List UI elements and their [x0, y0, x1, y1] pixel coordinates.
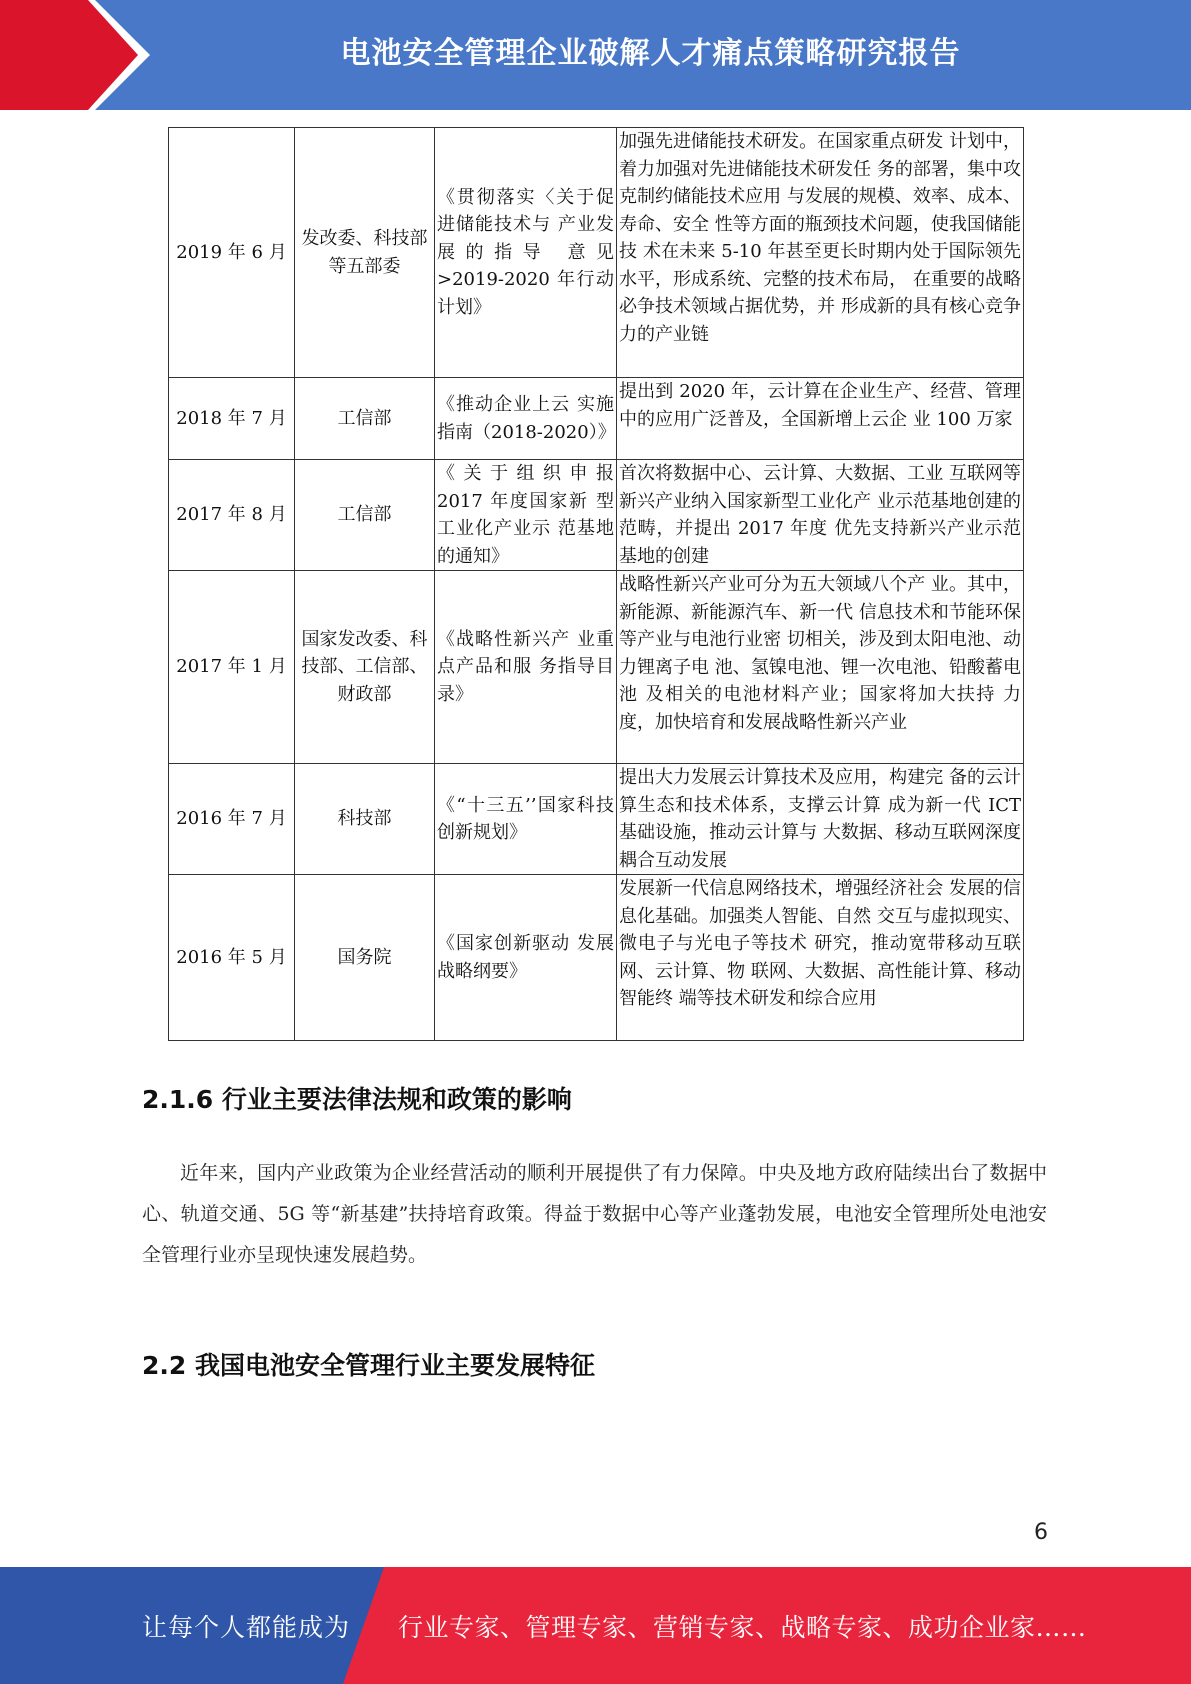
policy-document: 《推动企业上云 实施指南（2018-2020）》 — [435, 378, 617, 460]
policy-document: 《国家创新驱动 发展战略纲要》 — [435, 875, 617, 1041]
policy-date: 2017 年 1 月 — [169, 571, 295, 764]
policy-content: 发展新一代信息网络技术，增强经济社会 发展的信息化基础。加强类人智能、自然 交互与虚拟现实、微电子与光电子等技术 研究，推动宽带移动互联网、云计算、物 联网、大数据、高性能计算、移动智能终 端等技术研发和综合应用 — [617, 875, 1024, 1041]
policy-department: 国务院 — [295, 875, 435, 1041]
policy-content: 提出到 2020 年，云计算在企业生产、经营、管理中的应用广泛普及，全国新增上云企 业 100 万家 — [617, 378, 1024, 460]
page-header — [0, 0, 1191, 110]
policy-document: 《“十三五’’国家科技创新规划》 — [435, 764, 617, 875]
policy-department: 科技部 — [295, 764, 435, 875]
policy-date: 2019 年 6 月 — [169, 128, 295, 378]
page-footer — [0, 1567, 1191, 1684]
policy-content: 战略性新兴产业可分为五大领域八个产 业。其中，新能源、新能源汽车、新一代 信息技术和节能环保等产业与电池行业密 切相关，涉及到太阳电池、动力锂离子电 池、氢镍电池、锂一次电池、铅酸蓄电池 及相关的电池材料产业；国家将加大扶持 力度，加快培育和发展战略性新兴产业 — [617, 571, 1024, 764]
table-row — [169, 571, 1024, 764]
table-row — [169, 460, 1024, 571]
report-title: 电池安全管理企业破解人才痛点策略研究报告 — [340, 36, 961, 71]
policy-table — [168, 127, 1024, 1041]
table-row — [169, 875, 1024, 1041]
policy-date: 2017 年 8 月 — [169, 460, 295, 571]
policy-date: 2016 年 7 月 — [169, 764, 295, 875]
section-heading-2-2: 2.2 我国电池安全管理行业主要发展特征 — [142, 1351, 595, 1380]
policy-department: 工信部 — [295, 378, 435, 460]
table-row — [169, 128, 1024, 378]
policy-department: 工信部 — [295, 460, 435, 571]
policy-date: 2016 年 5 月 — [169, 875, 295, 1041]
header-chevron-graphic — [0, 0, 150, 110]
table-row — [169, 378, 1024, 460]
table-row — [169, 764, 1024, 875]
policy-document: 《贯彻落实〈关于促进储能技术与 产业发展的指导 意见 >2019-2020 年行动计划》 — [435, 128, 617, 378]
policy-content: 提出大力发展云计算技术及应用，构建完 备的云计算生态和技术体系，支撑云计算 成为新一代 ICT 基础设施，推动云计算与 大数据、移动互联网深度耦合互动发展 — [617, 764, 1024, 875]
policy-content: 首次将数据中心、云计算、大数据、工业 互联网等新兴产业纳入国家新型工业化产 业示范基地创建的范畴，并提出 2017 年度 优先支持新兴产业示范基地的创建 — [617, 460, 1024, 571]
footer-slogan-right: 行业专家、管理专家、营销专家、战略专家、成功企业家…… — [398, 1612, 1087, 1642]
policy-content: 加强先进储能技术研发。在国家重点研发 计划中，着力加强对先进储能技术研发任 务的部署，集中攻克制约储能技术应用 与发展的规模、效率、成本、寿命、安全 性等方面的瓶颈技术问题，使我国储能技 术在未来 5-10 年甚至更长时期内处于国际领先水平，形成系统、完整的技术布局， 在重要的战略必争技术领域占据优势，并 形成新的具有核心竞争力的产业链 — [617, 128, 1024, 378]
page-number: 6 — [1034, 1520, 1048, 1545]
policy-document: 《关于组织申报 2017 年度国家新 型工业化产业示 范基地的通知》 — [435, 460, 617, 571]
policy-date: 2018 年 7 月 — [169, 378, 295, 460]
policy-department: 发改委、科技部等五部委 — [295, 128, 435, 378]
footer-slogan-left: 让每个人都能成为 — [142, 1612, 351, 1642]
section-paragraph: 近年来，国内产业政策为企业经营活动的顺利开展提供了有力保障。中央及地方政府陆续出台了数据中心、轨道交通、5G 等“新基建”扶持培育政策。得益于数据中心等产业蓬勃发展，电池安全管理所处电池安全管理行业亦呈现快速发展趋势。 — [142, 1162, 1047, 1266]
policy-department: 国家发改委、科技部、工信部、财政部 — [295, 571, 435, 764]
policy-document: 《战略性新兴产 业重点产品和服 务指导目录》 — [435, 571, 617, 764]
section-heading-2-1-6: 2.1.6 行业主要法律法规和政策的影响 — [142, 1085, 572, 1114]
